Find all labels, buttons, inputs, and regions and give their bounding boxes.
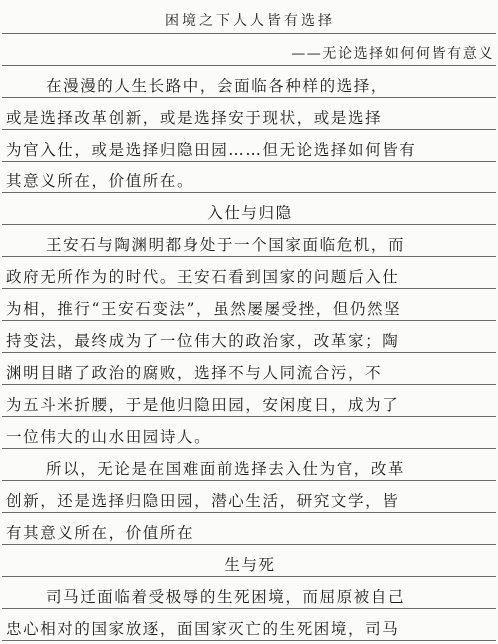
ruled-line (2, 224, 496, 225)
text-line: 为官入仕，或是选择归隐田园……但无论选择如何皆有 (6, 141, 417, 159)
text-line: 王安石与陶渊明都身处于一个国家面临危机，而 (46, 236, 406, 254)
ruled-line (2, 352, 496, 353)
ruled-line (2, 33, 496, 34)
ruled-line (2, 512, 496, 513)
text-line: 忠心相对的国家放逐，面国家灭亡的生死困境，司马 (6, 620, 400, 638)
ruled-line (2, 544, 496, 545)
text-line: 为五斗米折腰，于是他归隐田园，安闲度日，成为了 (6, 396, 400, 414)
essay-subtitle: ——无论选择如何何皆有意义 (291, 46, 494, 62)
text-line: 渊明目睹了政治的腐败，选择不与人同流合污，不 (6, 364, 383, 382)
ruled-line (2, 384, 496, 385)
ruled-line (2, 480, 496, 481)
text-line: 其意义所在，价值所在。 (6, 172, 195, 190)
ruled-line (2, 576, 496, 577)
ruled-line (2, 416, 496, 417)
ruled-line (2, 288, 496, 289)
text-line: 一位伟大的山水田园诗人。 (6, 428, 212, 446)
text-line: 持变法，最终成为了一位伟大的政治家，改革家；陶 (6, 332, 400, 350)
essay-title: 困境之下人人皆有选择 (165, 13, 335, 29)
text-line: 所以，无论是在国难面前选择去入仕为官，改革 (46, 460, 406, 478)
ruled-line (2, 256, 496, 257)
ruled-line (2, 608, 496, 609)
ruled-line (2, 161, 496, 162)
section-heading: 生与死 (224, 556, 276, 574)
text-line: 在漫漫的人生长路中，会面临各种样的选择， (46, 77, 389, 95)
ruled-line (2, 192, 496, 193)
text-line: 或是选择改革创新，或是选择安于现状，或是选择 (6, 109, 383, 127)
ruled-line (2, 640, 496, 641)
ruled-line (2, 320, 496, 321)
ruled-line (2, 129, 496, 130)
ruled-line (2, 97, 496, 98)
text-line: 司马迁面临着受极辱的生死困境，而屈原被自己 (46, 588, 406, 606)
text-line: 创新，还是选择归隐田园，潜心生活，研究文学，皆 (6, 492, 400, 510)
section-heading: 入仕与归隐 (207, 204, 293, 222)
text-line: 为相，推行“王安石变法”，虽然屡屡受挫，但仍然坚 (6, 300, 402, 318)
ruled-line (2, 448, 496, 449)
text-line: 有其意义所在，价值所在 (6, 524, 195, 542)
ruled-line (2, 65, 496, 66)
text-line: 政府无所作为的时代。王安石看到国家的问题后入仕 (6, 268, 400, 286)
